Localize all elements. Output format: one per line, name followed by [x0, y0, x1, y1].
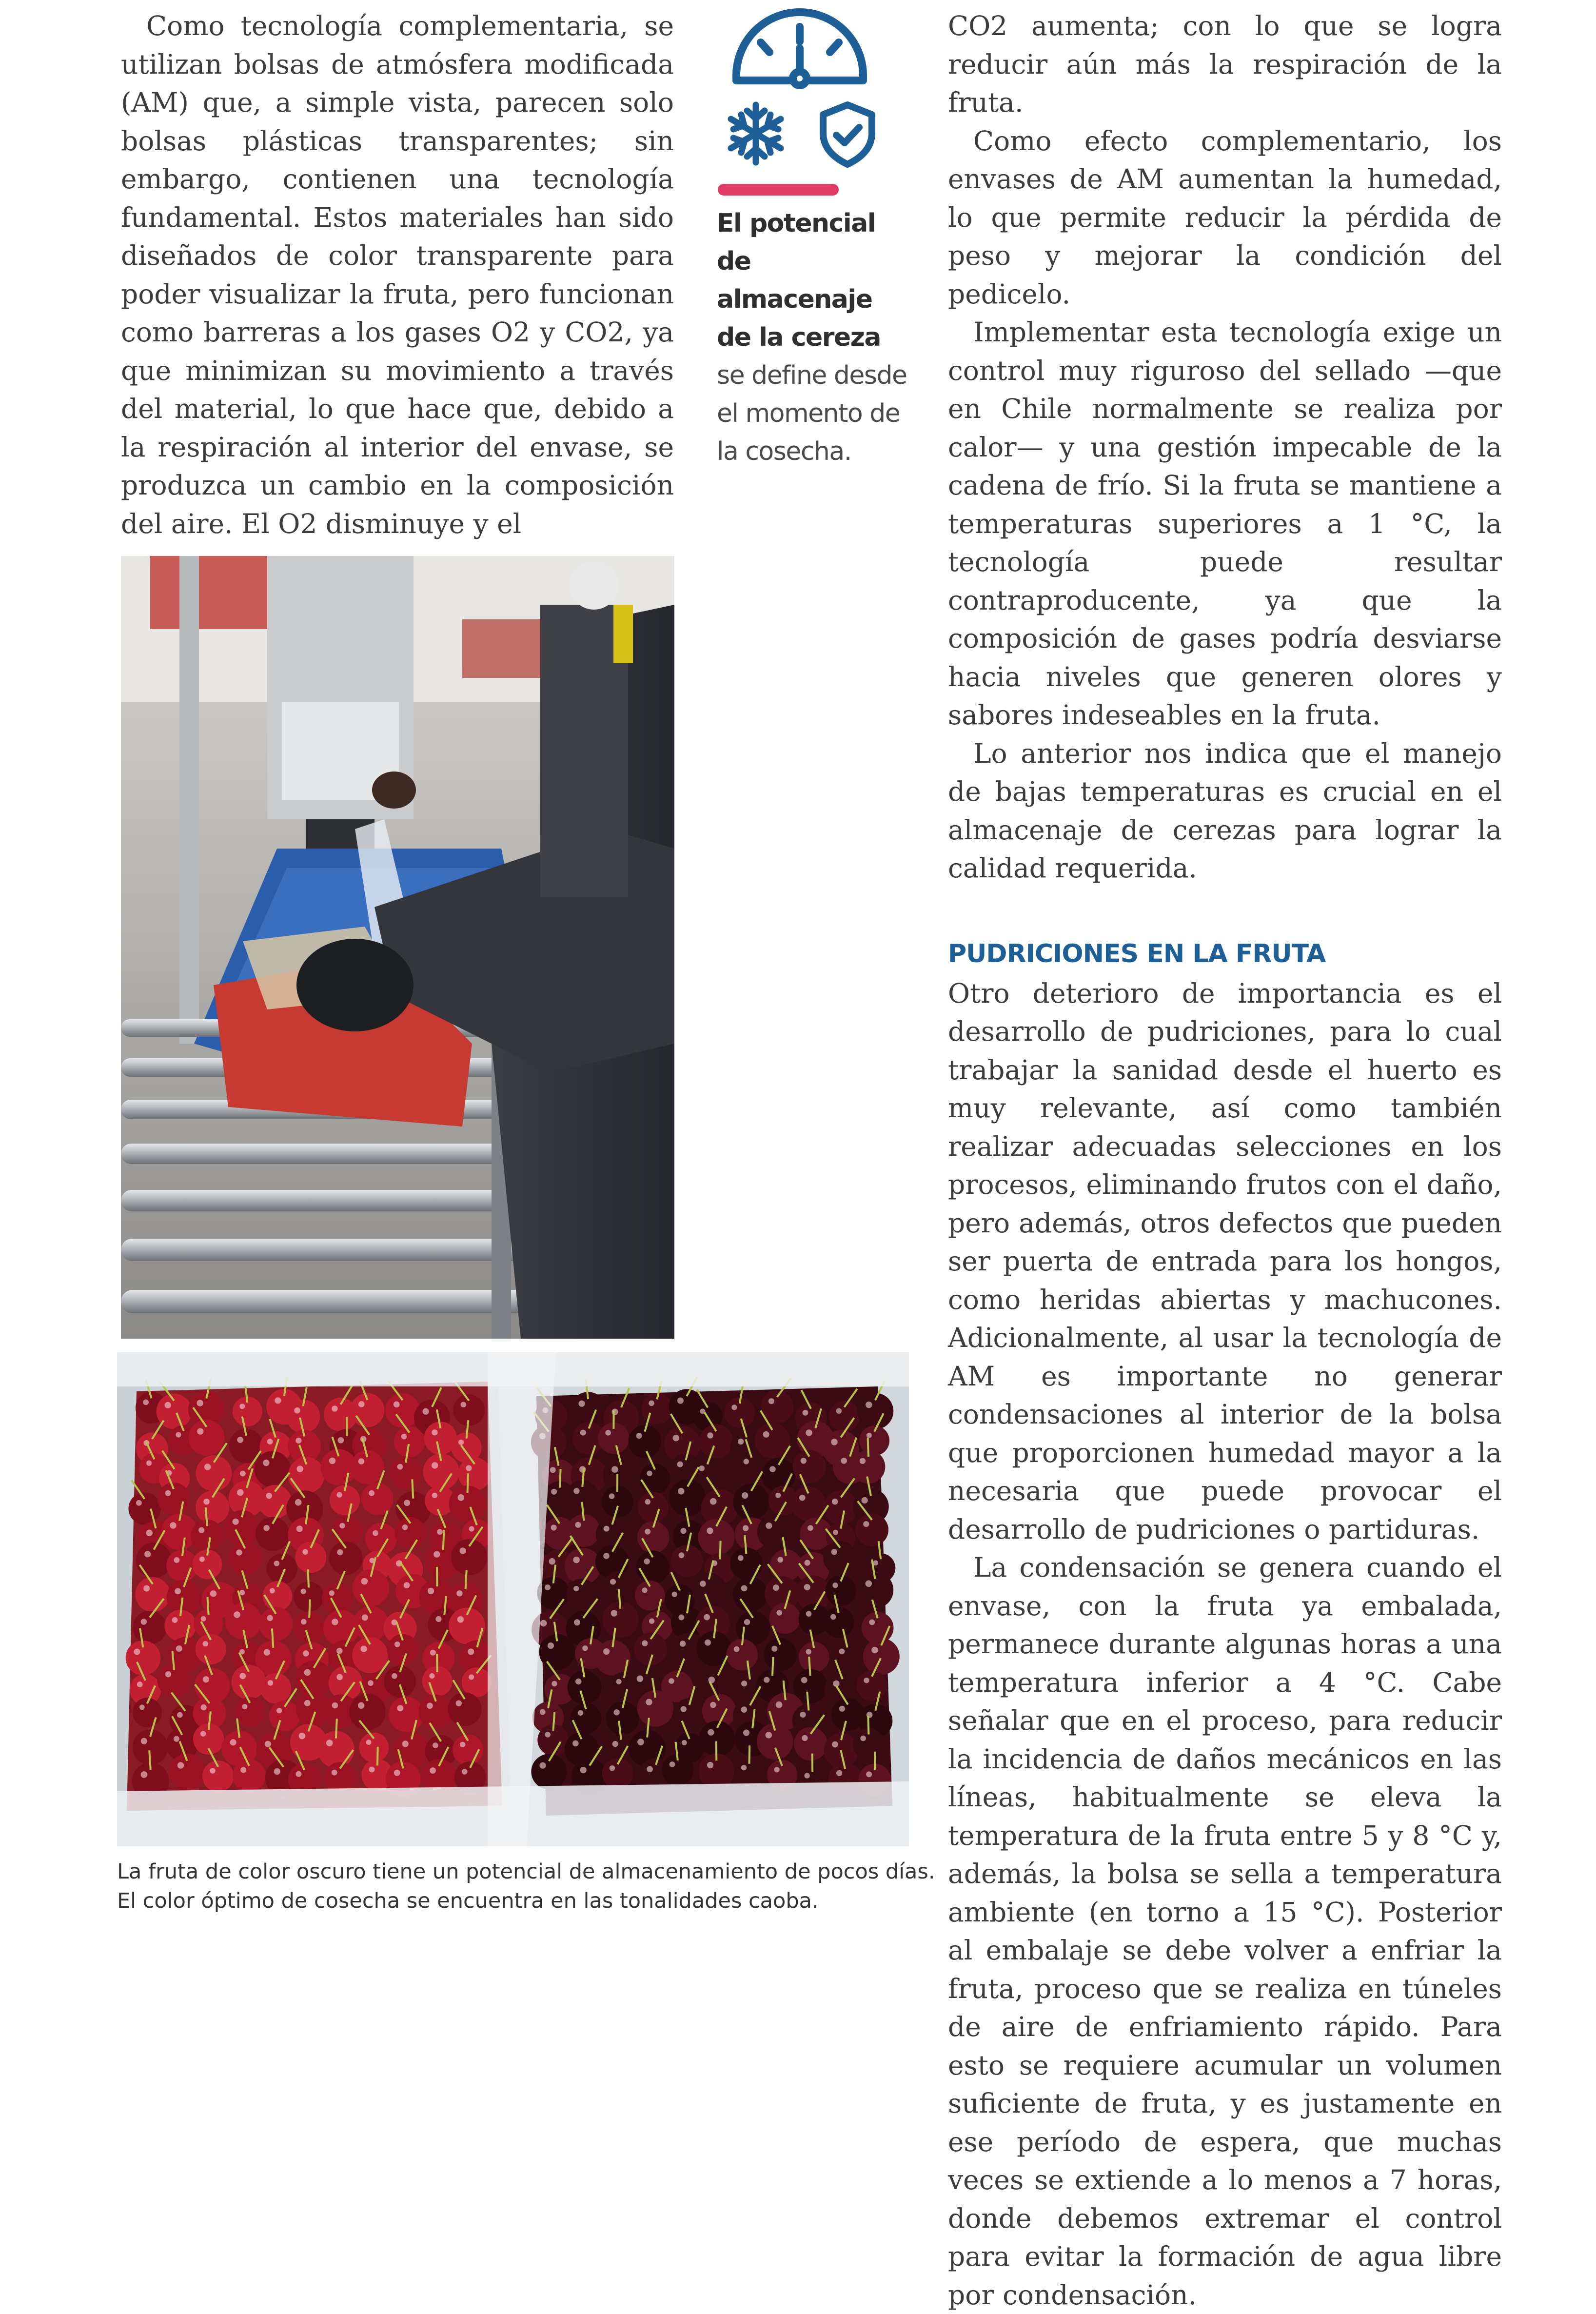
snowflake-icon [731, 105, 781, 162]
gauge-icon [736, 12, 863, 85]
right-column [948, 7, 1502, 2314]
photo-caption [117, 1857, 912, 1916]
body-paragraph: Como efecto complementario, los envases de AM aumentan la humedad, lo que permite reducir la pérdida de peso y mejorar la condición del pedicelo. [948, 122, 1502, 314]
section-heading: PUDRICIONES EN LA FRUTA [948, 936, 1502, 971]
pull-quote-bold: El potencial de almacenaje de la cereza [717, 209, 881, 352]
packing-line-photo [121, 556, 674, 1339]
sidebar-callout [717, 7, 912, 471]
pull-quote-regular: se define desde el momento de la cosecha. [717, 361, 906, 466]
caption-line: La fruta de color oscuro tiene un potencial de almacenamiento de pocos días. [117, 1857, 912, 1886]
accent-bar [718, 184, 839, 196]
cherries-photo [117, 1352, 909, 1846]
shield-check-icon [823, 105, 872, 164]
storage-icons [717, 7, 883, 168]
left-column [121, 7, 674, 543]
caption-line: El color óptimo de cosecha se encuentra en las tonalidades caoba. [117, 1886, 912, 1916]
pull-quote [717, 204, 912, 471]
body-paragraph: Lo anterior nos indica que el manejo de bajas temperaturas es crucial en el almacenaje de cerezas para lograr la calidad requerida. [948, 734, 1502, 888]
body-paragraph: La condensación se genera cuando el envase, con la fruta ya embalada, permanece durante algunas horas a una temperatura inferior a 4 °C. Cabe señalar que en el proceso, para reducir la incidencia de daños mecánicos en las líneas, habitualmente se eleva la temperatura de la fruta entre 5 y 8 °C y, además, la bolsa se sella a temperatura ambiente (en torno a 15 °C). Posterior al embalaje se debe volver a enfriar la fruta, proceso que se realiza en túneles de aire de enfriamiento rápido. Para esto se requiere acumular un volumen suficiente de fruta, y es justamente en ese período de espera, que muchas veces se extiende a lo menos a 7 horas, donde debemos extremar el control para evitar la formación de agua libre por condensación. [948, 1548, 1502, 2314]
body-paragraph: Otro deterioro de importancia es el desarrollo de pudriciones, para lo cual trabajar la sanidad desde el huerto es muy relevante, así como también realizar adecuadas selecciones en los procesos, eliminando frutos con el daño, pero además, otros defectos que pueden ser puerta de entrada para los hongos, como heridas abiertas y machucones. Adicionalmente, al usar la tecnología de AM es importante no generar condensaciones al interior de la bolsa que proporcionen humedad mayor a la necesaria que puede provocar el desarrollo de pudriciones o partiduras. [948, 974, 1502, 1549]
body-paragraph: Implementar esta tecnología exige un control muy riguroso del sellado —que en Chile normalmente se realiza por calor— y una gestión impecable de la cadena de frío. Si la fruta se mantiene a temperaturas superiores a 1 °C, la tecnología puede resultar contraproducente, ya que la composición de gases podría desviarse hacia niveles que generen olores y sabores indeseables en la fruta. [948, 313, 1502, 734]
body-paragraph: Como tecnología complementaria, se utilizan bolsas de atmósfera modificada (AM) que, a simple vista, parecen solo bolsas plásticas transparentes; sin embargo, contienen una tecnología fundamental. Estos materiales han sido diseñados de color transparente para poder visualizar la fruta, pero funcionan como barreras a los gases O2 y CO2, ya que minimizan su movimiento a través del material, lo que hace que, debido a la respiración al interior del envase, se produzca un cambio en la composición del aire. El O2 disminuye y el [121, 7, 674, 543]
body-paragraph: CO2 aumenta; con lo que se logra reducir aún más la respiración de la fruta. [948, 7, 1502, 122]
